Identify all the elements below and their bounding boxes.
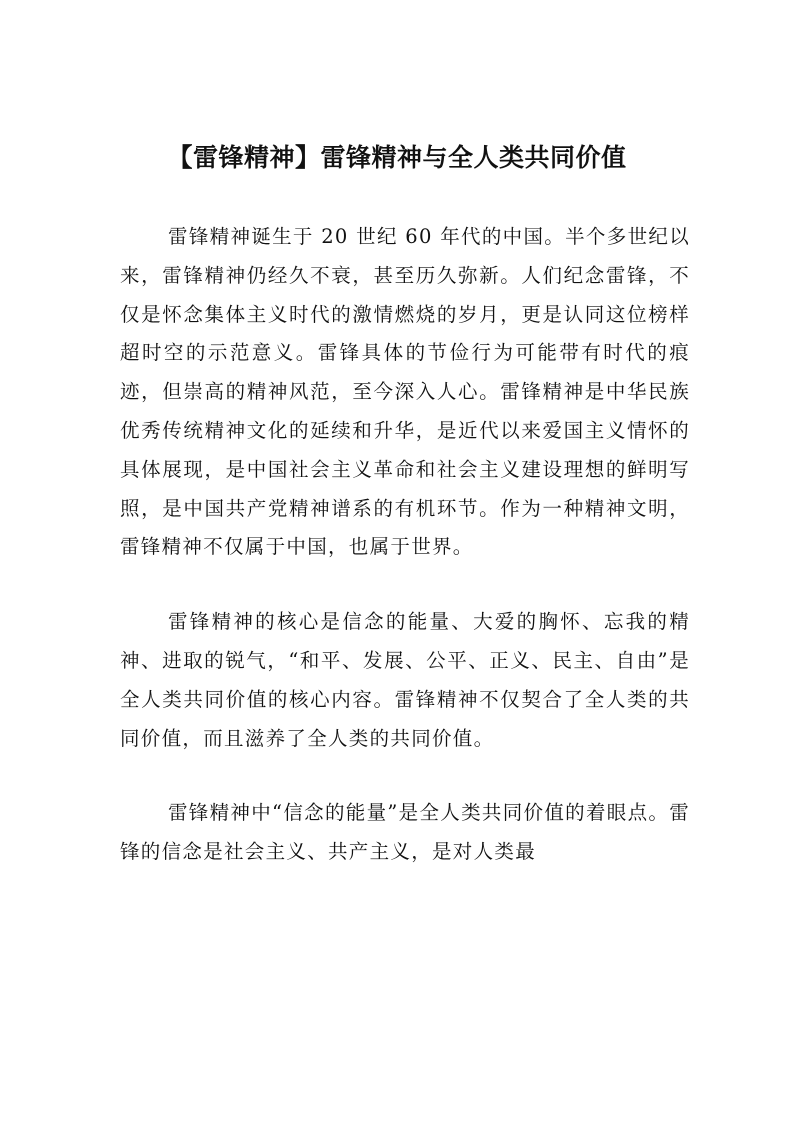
- paragraph-2: 雷锋精神的核心是信念的能量、大爱的胸怀、忘我的精神、进取的锐气，“和平、发展、公平、正义、民主、自由”是全人类共同价值的核心内容。雷锋精神不仅契合了全人类的共同价值，而且滋养了全人类的共同价值。: [120, 610, 690, 750]
- paragraph-3: 雷锋精神中“信念的能量”是全人类共同价值的着眼点。雷锋的信念是社会主义、共产主义，是对人类最: [120, 801, 690, 864]
- paragraph-1: 雷锋精神诞生于 20 世纪 60 年代的中国。半个多世纪以来，雷锋精神仍经久不衰，甚至历久弥新。人们纪念雷锋，不仅是怀念集体主义时代的激情燃烧的岁月，更是认同这位榜样超时空的示范意义。雷锋具体的节俭行为可能带有时代的痕迹，但崇高的精神风范，至今深入人心。雷锋精神是中华民族优秀传统精神文化的延续和升华，是近代以来爱国主义情怀的具体展现，是中国社会主义革命和社会主义建设理想的鲜明写照，是中国共产党精神谱系的有机环节。作为一种精神文明，雷锋精神不仅属于中国，也属于世界。: [120, 225, 690, 559]
- document-title: 【雷锋精神】雷锋精神与全人类共同价值: [167, 143, 627, 172]
- document-body: [120, 218, 690, 908]
